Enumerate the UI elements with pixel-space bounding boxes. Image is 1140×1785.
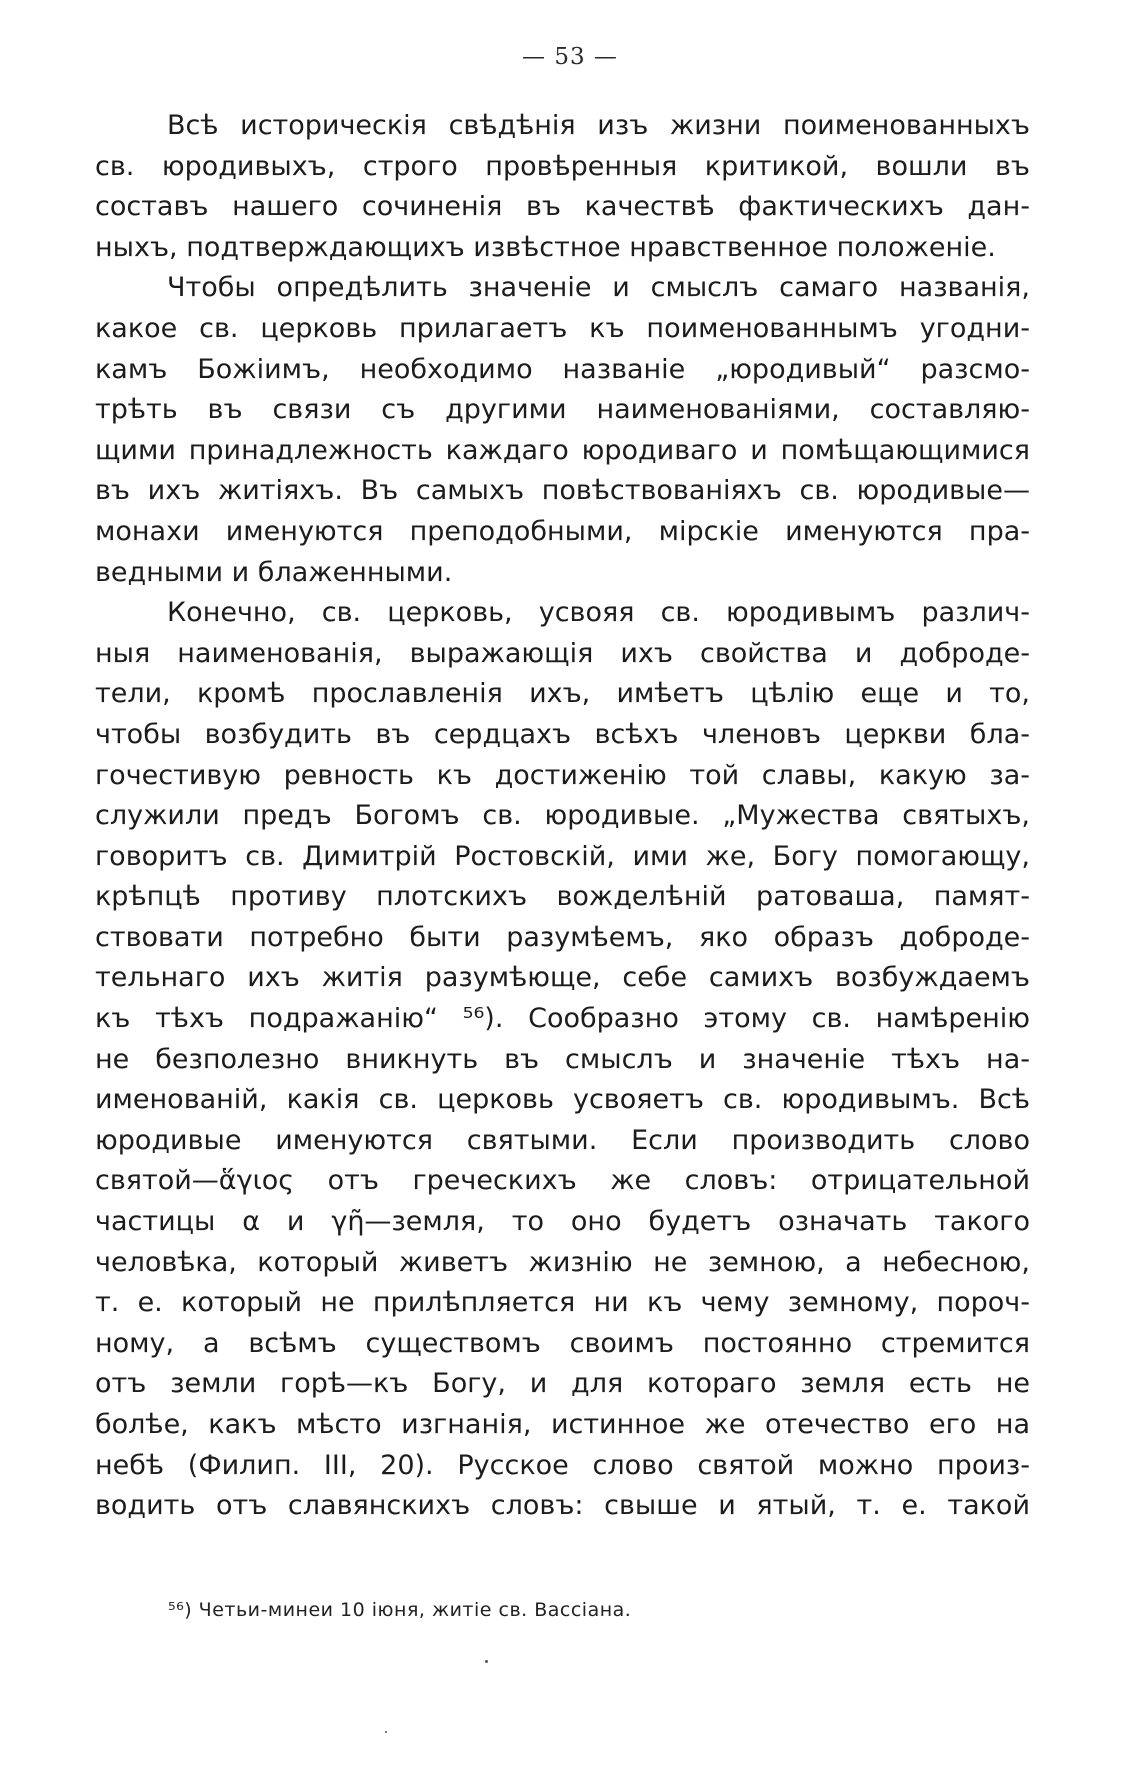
text-line: составъ нашего сочиненія въ качествѣ фактическихъ дан- bbox=[95, 191, 1030, 223]
text-line: камъ Божіимъ, необходимо названіе „юродивый“ разсмо- bbox=[95, 353, 1030, 385]
text-line: ведными и блаженными. bbox=[95, 556, 453, 588]
text-line: святой—ἅγιος отъ греческихъ же словъ: отрицательной bbox=[95, 1165, 1030, 1197]
text-line: отъ земли горѣ—къ Богу, и для котораго земля есть не bbox=[95, 1368, 1030, 1400]
text-line: какое св. церковь прилагаетъ къ поименованнымъ угодни- bbox=[95, 312, 1030, 344]
footnote: ⁵⁶) Четьи-минеи 10 іюня, житіе св. Вассіана. bbox=[168, 1599, 632, 1621]
text-line: Всѣ историческія свѣдѣнія изъ жизни поименованныхъ bbox=[167, 110, 1030, 141]
text-line: гочестивую ревность къ достиженію той славы, какую за- bbox=[95, 759, 1030, 791]
print-speck bbox=[385, 1731, 387, 1733]
text-line: къ тѣхъ подражанію“ ⁵⁶). Сообразно этому св. намѣренію bbox=[95, 1003, 1030, 1035]
text-line: монахи именуются преподобными, мірскіе именуются пра- bbox=[95, 515, 1030, 547]
text-line: щими принадлежность каждаго юродиваго и помѣщающимися bbox=[95, 434, 1030, 466]
text-line: ствовати потребно быти разумѣемъ, яко образъ доброде- bbox=[95, 921, 1030, 953]
text-line: водить отъ славянскихъ словъ: свыше и ятый, т. е. такой bbox=[95, 1490, 1030, 1522]
text-line: говоритъ св. Димитрій Ростовскій, ими же, Богу помогающу, bbox=[95, 840, 1030, 872]
text-line: т. е. который не прилѣпляется ни къ чему земному, пороч- bbox=[95, 1287, 1030, 1319]
print-speck bbox=[485, 1660, 488, 1663]
text-line: служили предъ Богомъ св. юродивые. „Мужества святыхъ, bbox=[95, 800, 1030, 832]
text-line: небѣ (Филип. III, 20). Русское слово святой можно произ- bbox=[95, 1449, 1030, 1481]
text-line: крѣпцѣ противу плотскихъ вожделѣній ратоваша, памят- bbox=[95, 881, 1030, 913]
text-line: Конечно, св. церковь, усвояя св. юродивымъ различ- bbox=[167, 597, 1030, 629]
text-line: не безполезно вникнуть въ смыслъ и значеніе тѣхъ на- bbox=[95, 1043, 1030, 1075]
text-line: Чтобы опредѣлить значеніе и смыслъ самаго названія, bbox=[167, 272, 1030, 304]
text-line: тельнаго ихъ житія разумѣюще, себе самихъ возбуждаемъ bbox=[95, 962, 1030, 994]
text-line: ному, а всѣмъ существомъ своимъ постоянно стремится bbox=[95, 1327, 1030, 1359]
text-line: тели, кромѣ прославленія ихъ, имѣетъ цѣлію еще и то, bbox=[95, 678, 1030, 710]
body-text bbox=[95, 106, 1030, 1527]
text-line: ныхъ, подтверждающихъ извѣстное нравственное положеніе. bbox=[95, 231, 996, 263]
text-line: въ ихъ житіяхъ. Въ самыхъ повѣствованіяхъ св. юродивые— bbox=[95, 475, 1030, 507]
text-line: частицы α и γῆ—земля, то оно будетъ означать такого bbox=[95, 1206, 1030, 1238]
text-line: именованій, какія св. церковь усвояетъ св. юродивымъ. Всѣ bbox=[95, 1084, 1030, 1116]
text-line: трѣть въ связи съ другими наименованіями, составляю- bbox=[95, 394, 1030, 426]
text-line: ныя наименованія, выражающія ихъ свойства и доброде- bbox=[95, 637, 1030, 669]
text-line: болѣе, какъ мѣсто изгнанія, истинное же отечество его на bbox=[95, 1409, 1030, 1440]
text-line: юродивые именуются святыми. Если производить слово bbox=[95, 1124, 1030, 1156]
page-number: — 53 — bbox=[522, 44, 618, 70]
text-line: человѣка, который живетъ жизнію не земною, а небесною, bbox=[95, 1246, 1030, 1278]
text-line: чтобы возбудить въ сердцахъ всѣхъ членовъ церкви бла- bbox=[95, 718, 1030, 750]
text-line: св. юродивыхъ, строго провѣренныя критикой, вошли въ bbox=[95, 150, 1030, 182]
